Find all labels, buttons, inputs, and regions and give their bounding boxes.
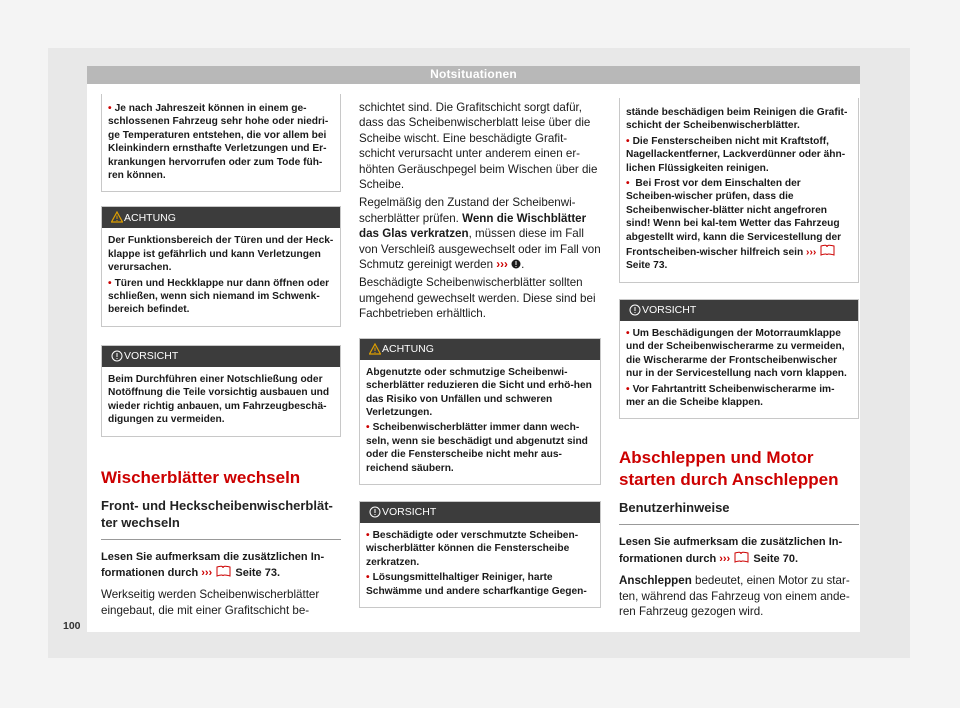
reference-arrow-icon: ››› xyxy=(806,247,817,259)
achtung-text: Der Funktionsbereich der Türen und der Heck-klappe ist gefährlich und kann Verletzungen verursachen. xyxy=(108,235,334,274)
body-bold-term: Anschleppen xyxy=(619,574,692,588)
body-rest: bedeutet, einen Motor zu star-ten, während das Fahrzeug von einem ande-ren Fahrzeug gezogen wird. xyxy=(619,574,850,618)
page-reference-link[interactable]: Seite 73 xyxy=(626,260,665,272)
paragraph-grafit: schichtet sind. Die Grafitschicht sorgt dafür, dass das Scheibenwischerblatt leise über die Scheibe wischt. Eine beschädigte Grafit-schicht verursacht unter anderem einen er-höhten Geräuschpegel beim Wischen über die Scheibe. xyxy=(359,101,598,192)
info-dot-icon xyxy=(511,259,521,269)
vorsicht-header-2 xyxy=(360,502,600,523)
page-title: Notsituationen xyxy=(430,67,517,81)
info-circle-icon xyxy=(111,350,123,362)
info-circle-icon xyxy=(629,304,641,316)
vorsicht-bullet-text-1: Beschädigte oder verschmutzte Scheiben-wischerblätter können die Fensterscheibe zerkratzen. xyxy=(366,529,579,568)
attention-intro: Lesen Sie aufmerksam die zusätzlichen In-formationen durch xyxy=(101,550,325,579)
vorsicht-continuation-box xyxy=(619,98,859,283)
paragraph-check-b: Wenn die Wischblätter das Glas verkratzen xyxy=(359,211,587,241)
vorsicht-text: Beim Durchführen einer Notschließung oder Notöffnung die Teile vorsichtig ausbauen und wieder richtig anbauen, um Fahrzeugbeschä-digungen zu vermeiden. xyxy=(108,373,330,426)
column-middle xyxy=(359,100,601,608)
divider-2 xyxy=(619,524,859,525)
section-heading-2: Abschleppen und Motor starten durch Anschleppen xyxy=(619,448,839,490)
achtung-label-2: ACHTUNG xyxy=(382,343,434,356)
achtung-box xyxy=(101,206,341,326)
achtung-bullet-text-2: Scheibenwischerblätter immer dann wech-seln, wenn sie beschädigt und abgenutzt sind oder die Fensterscheibe nicht mehr aus-reichend säubern. xyxy=(366,422,588,474)
column-right xyxy=(619,98,859,619)
warning-continuation-box xyxy=(101,94,341,192)
column-left xyxy=(101,94,341,618)
cont-bullet-text-2: Bei Frost vor dem Einschalten der Scheiben-wischer prüfen, dass die Scheibenwischer-blätter nicht angefroren sind! Wenn bei kal-tem Wetter das Fahrzeug abgestellt wird, kann die Servicestellung der Frontscheiben-wischer hilfreich sein xyxy=(626,178,842,259)
paragraph-check-c: , müssen diese im Fall von Verschleiß ausgewechselt oder im Fall von Schmutz gereinigt werden xyxy=(359,227,601,272)
body-paragraph-2 xyxy=(619,573,859,619)
vorsicht3-bullet-1 xyxy=(626,327,852,381)
page-reference-link-2[interactable]: Seite 70 xyxy=(753,552,795,565)
cont-bullet-2: • Bei Frost vor dem Einschalten der Scheiben-wischer prüfen, dass die Scheibenwischer-blätter nicht angefroren sind! Wenn bei kal-tem Wetter das Fahrzeug abgestellt wird, kann die Servicestellung der Frontscheiben-wischer hilfreich sein ››› Seite 73. xyxy=(626,177,852,273)
vorsicht-bullet-text-2: Lösungsmittelhaltiger Reiniger, harte Schwämme und andere scharfkantige Gegen- xyxy=(366,572,587,597)
cont-bullet-1 xyxy=(626,135,852,175)
achtung-bullet-text: Türen und Heckklappe nur dann öffnen oder schließen, wenn sich niemand im Schwenk-bereich befindet. xyxy=(108,277,330,316)
info-circle-icon xyxy=(369,506,381,518)
warning-bullet-text: Je nach Jahreszeit können in einem ge-schlossenen Fahrzeug sehr hohe oder niedri-ge Temperaturen entstehen, die vor allem bei Kleinkindern ernsthafte Verletzungen und Er-krankungen hervorrufen oder zum Tode füh-ren können. xyxy=(108,103,329,182)
book-reference-icon xyxy=(215,565,232,577)
vorsicht-label: VORSICHT xyxy=(124,350,179,363)
reference-arrow-icon: ››› xyxy=(496,258,508,272)
paragraph-check-a: Regelmäßig den Zustand der Scheibenwi-scherblätter prüfen. xyxy=(359,196,576,225)
book-reference-icon xyxy=(733,551,750,563)
warning-triangle-icon xyxy=(111,211,123,223)
vorsicht-header xyxy=(102,346,340,367)
continuation-text: stände beschädigen beim Reinigen die Grafit-schicht der Scheibenwischerblätter. xyxy=(626,107,848,132)
paragraph-check: Regelmäßig den Zustand der Scheibenwi-scherblätter prüfen. Wenn die Wischblätter das Glas verkratzen, müssen diese im Fall von Verschleiß ausgewechselt oder im Fall von Schmutz gereinigt werden ››› . xyxy=(359,196,601,272)
attention-intro-2: Lesen Sie aufmerksam die zusätzlichen In-formationen durch xyxy=(619,536,843,565)
divider xyxy=(101,539,341,540)
achtung-label: ACHTUNG xyxy=(124,211,176,224)
vorsicht3-bullet-text-1: Um Beschädigungen der Motorraumklappe und der Scheibenwischerarme zu vermeiden, die Wischerarme der Frontscheibenwischer nur in der Servicestellung nach vorn klappen. xyxy=(626,327,847,380)
reference-arrow-icon: ››› xyxy=(201,566,213,579)
vorsicht-bullet-2 xyxy=(366,571,594,598)
vorsicht3-bullet-2 xyxy=(626,383,852,410)
warning-bullet xyxy=(108,102,334,182)
page-number: 100 xyxy=(63,620,81,632)
achtung-box-2 xyxy=(359,338,601,485)
reference-arrow-icon: ››› xyxy=(719,552,731,565)
paragraph-replace: Beschädigte Scheibenwischerblätter sollten umgehend gewechselt werden. Diese sind bei Fachbetrieben erhältlich. xyxy=(359,276,596,321)
cont-bullet-text-1: Die Fensterscheiben nicht mit Kraftstoff, Nagellackentferner, Lackverdünner oder ähn-lichen Flüssigkeiten reinigen. xyxy=(626,135,846,174)
achtung-header xyxy=(102,207,340,228)
section-heading: Wischerblätter wechseln xyxy=(101,467,301,487)
book-reference-icon xyxy=(819,244,836,256)
section-subheading: Front- und Heckscheibenwischerblät-ter wechseln xyxy=(101,497,333,530)
attention-note-2: Lesen Sie aufmerksam die zusätzlichen In-formationen durch ››› Seite 70. xyxy=(619,536,843,565)
attention-note: Lesen Sie aufmerksam die zusätzlichen In-formationen durch ››› Seite 73. xyxy=(101,550,325,579)
page-reference-link[interactable]: Seite 73 xyxy=(235,566,277,579)
vorsicht-label-3: VORSICHT xyxy=(642,304,697,317)
achtung-bullet-2 xyxy=(366,421,594,475)
vorsicht-header-3 xyxy=(620,300,858,321)
vorsicht3-bullet-text-2: Vor Fahrtantritt Scheibenwischerarme im-mer an die Scheibe klappen. xyxy=(626,383,835,408)
warning-triangle-icon xyxy=(369,343,381,355)
vorsicht-bullet-1 xyxy=(366,529,594,569)
achtung-text-2: Abgenutzte oder schmutzige Scheibenwi-scherblätter reduzieren die Sicht und erhö-hen das Risiko von Unfällen und schweren Verletzungen. xyxy=(366,366,592,418)
vorsicht-box xyxy=(101,345,341,437)
body-paragraph: Werkseitig werden Scheibenwischerblätter eingebaut, die mit einer Grafitschicht be- xyxy=(101,588,320,617)
vorsicht-box-2 xyxy=(359,501,601,608)
header-bar xyxy=(87,66,860,84)
section-subheading-2: Benutzerhinweise xyxy=(619,500,730,516)
achtung-bullet xyxy=(108,277,334,317)
vorsicht-label-2: VORSICHT xyxy=(382,506,437,519)
achtung-header-2 xyxy=(360,339,600,360)
vorsicht-box-3 xyxy=(619,299,859,419)
